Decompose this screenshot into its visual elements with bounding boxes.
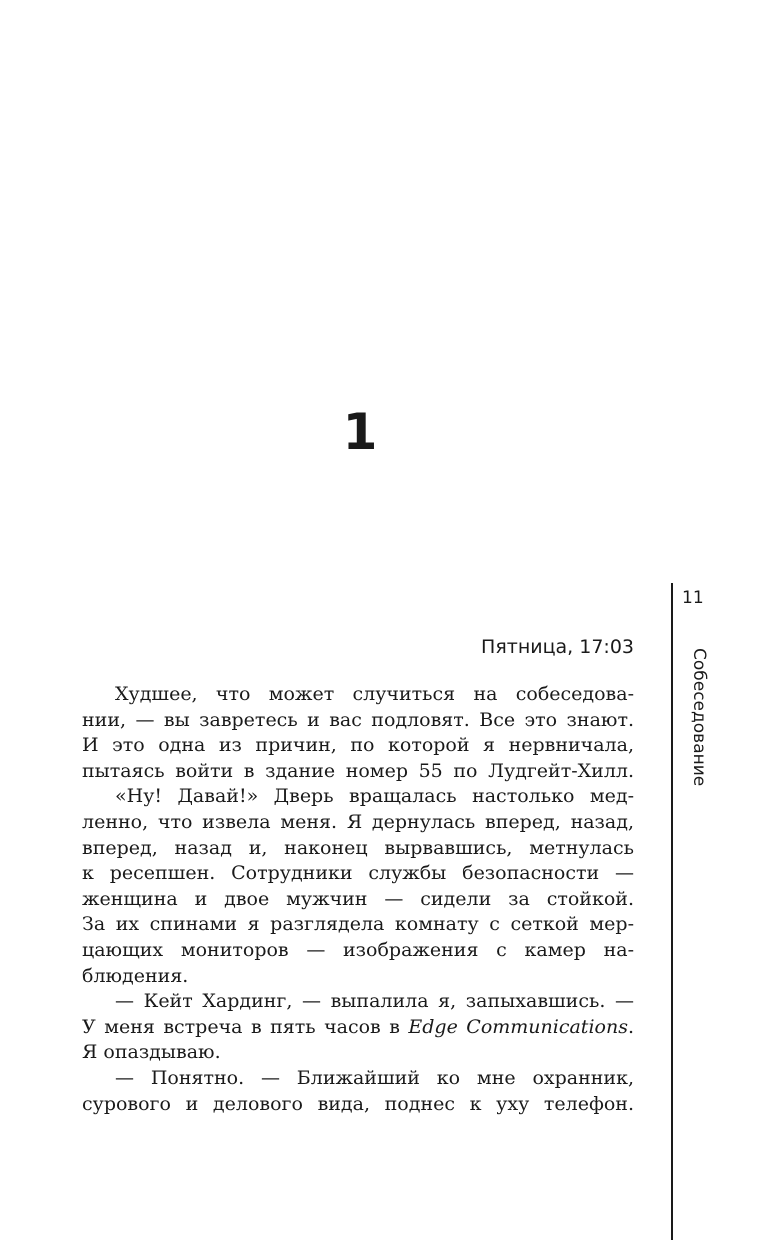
text-line-mixed (82, 1015, 634, 1041)
body-text (82, 682, 634, 1117)
company-name: Edge Communications (408, 1015, 628, 1038)
page-number: 11 (682, 588, 704, 608)
timestamp-heading: Пятница, 17:03 (481, 636, 634, 658)
text-line: Худшее, что может случиться на собеседова- (115, 683, 634, 705)
text-line: сурового и делового вида, поднес к уху телефон. (82, 1092, 634, 1115)
running-head: Собеседование (689, 648, 709, 787)
paragraph (82, 682, 634, 784)
text-line: нии, — вы завретесь и вас подловят. Все это знают. (82, 708, 634, 731)
text-line: к ресепшен. Сотрудники службы безопасности — (82, 862, 634, 885)
chapter-number: 1 (342, 403, 378, 461)
text-line: И это одна из причин, по которой я нервничала, (82, 734, 634, 757)
text-line: «Ну! Давай!» Дверь вращалась настолько мед- (115, 785, 634, 808)
paragraph (82, 989, 634, 1066)
text-line: — Понятно. — Ближайший ко мне охранник, (115, 1066, 634, 1089)
text-line: цающих мониторов — изображения с камер на- (82, 938, 634, 961)
text-line: пытаясь войти в здание номер 55 по Лудгейт-Хилл. (82, 759, 634, 782)
text-line: ленно, что извела меня. Я дернулась вперед, назад, (82, 810, 634, 833)
paragraph (82, 784, 634, 989)
text-line: женщина и двое мужчин — сидели за стойкой. (82, 887, 634, 910)
text-fragment: . (627, 1015, 634, 1038)
margin-rule (671, 583, 673, 1240)
text-fragment: У меня встреча в пять часов в (82, 1015, 409, 1038)
text-line: Я опаздываю. (82, 1041, 221, 1064)
text-line: вперед, назад и, наконец вырвавшись, метнулась (82, 836, 634, 859)
paragraph (82, 1066, 634, 1117)
text-line: — Кейт Хардинг, — выпалила я, запыхавшись. — (115, 990, 634, 1013)
text-line: блюдения. (82, 964, 189, 987)
text-line: За их спинами я разглядела комнату с сеткой мер- (82, 913, 634, 936)
